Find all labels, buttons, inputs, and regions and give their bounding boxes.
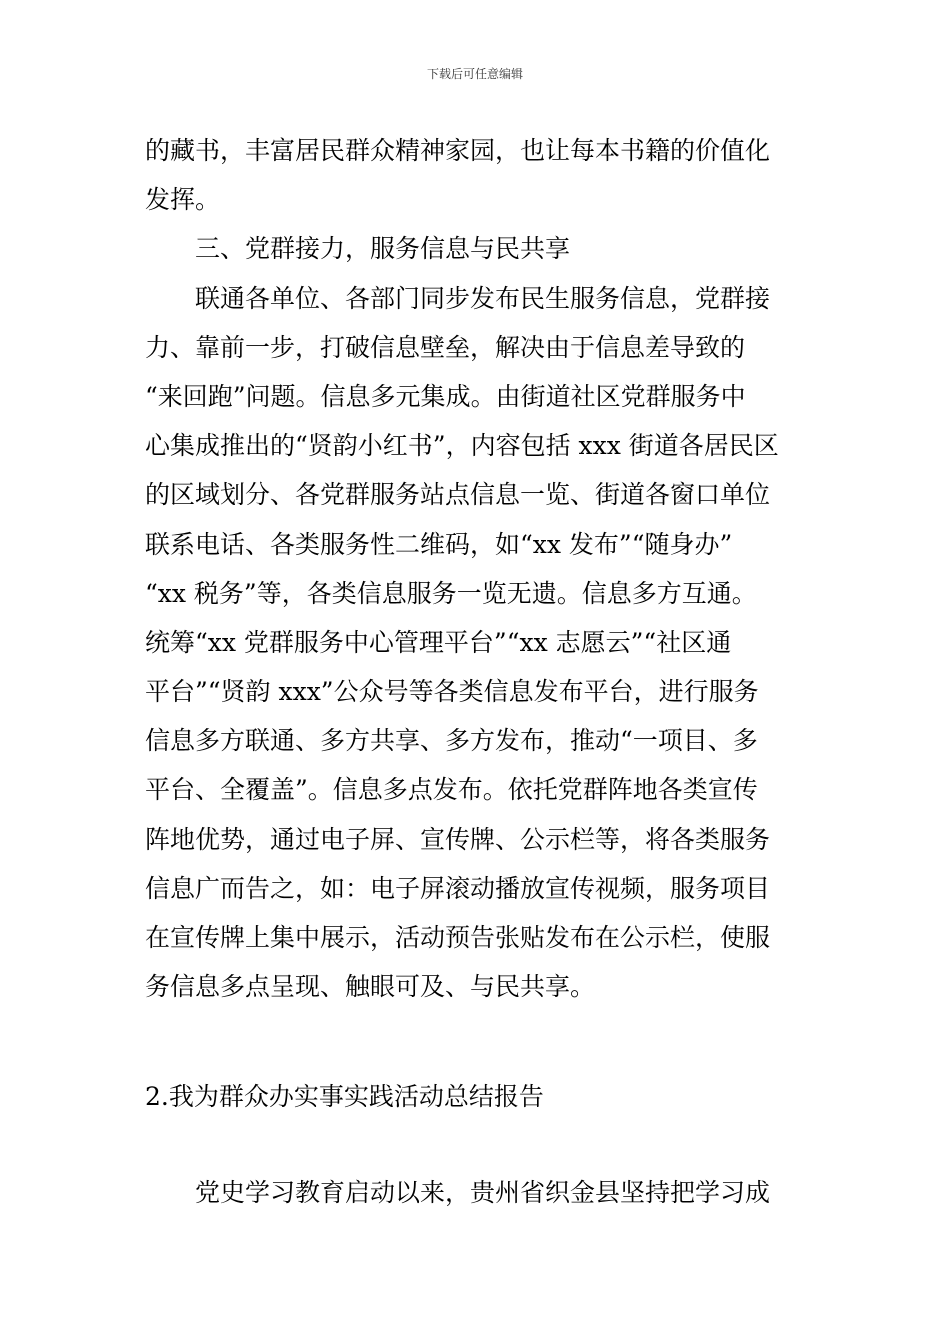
text-line: 联系电话、各类服务性二维码，如“xx 发布”“随身办”: [145, 529, 733, 559]
text-line: 联通各单位、各部门同步发布民生服务信息，党群接: [195, 283, 771, 313]
text-line: “xx 税务”等，各类信息服务一览无遗。信息多方互通。: [145, 578, 757, 608]
text-line: 发挥。: [145, 185, 221, 215]
text-line: 阵地优势，通过电子屏、宣传牌、公示栏等，将各类服务: [145, 824, 771, 854]
text-line: 务信息多点呈现、触眼可及、与民共享。: [145, 972, 596, 1002]
report-first-line: 党史学习教育启动以来，贵州省织金县坚持把学习成: [195, 1178, 771, 1207]
text-line: 力、靠前一步，打破信息壁垒，解决由于信息差导致的: [145, 332, 746, 362]
section-heading: 三、党群接力，服务信息与民共享: [195, 234, 571, 264]
text-line: “来回跑”问题。信息多元集成。由街道社区党群服务中: [145, 381, 746, 411]
text-line: 统筹“xx 党群服务中心管理平台”“xx 志愿云”“社区通: [145, 627, 732, 657]
paragraph-continued: [145, 126, 815, 1011]
text-line: 在宣传牌上集中展示，活动预告张贴发布在公示栏，使服: [145, 923, 771, 952]
report-title: 2.我为群众办实事实践活动总结报告: [145, 1082, 544, 1111]
page-header: 下载后可任意编辑: [426, 67, 523, 81]
text-line: 平台、全覆盖”。信息多点发布。依托党群阵地各类宣传: [145, 775, 758, 805]
text-line: 的区域划分、各党群服务站点信息一览、街道各窗口单位: [145, 480, 771, 510]
text-line: 平台”“贤韵 xxx”公众号等各类信息发布平台，进行服务: [145, 677, 759, 707]
text-line: 信息广而告之，如：电子屏滚动播放宣传视频，服务项目: [145, 873, 771, 903]
text-line: 的藏书，丰富居民群众精神家园，也让每本书籍的价值化: [145, 136, 771, 165]
text-line: 信息多方联通、多方共享、多方发布，推动“一项目、多: [145, 726, 758, 756]
text-line: 心集成推出的“贤韵小红书”，内容包括 xxx 街道各居民区: [145, 431, 779, 461]
